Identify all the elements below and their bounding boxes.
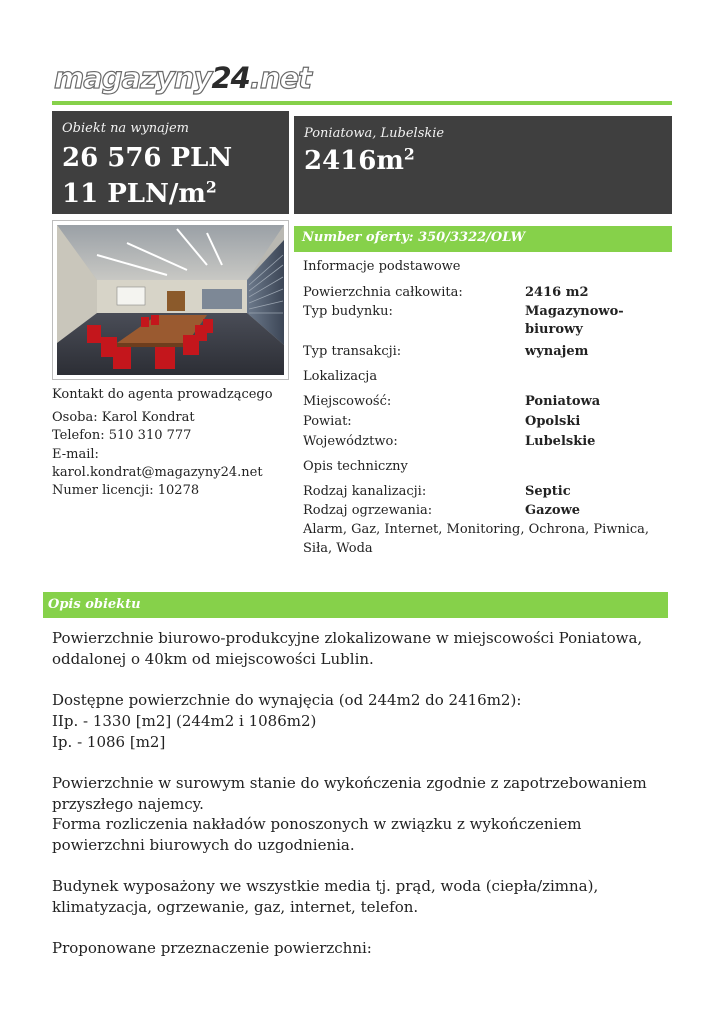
agent-contact — [52, 386, 292, 500]
offer-number-bar: Number oferty: 350/3322/OLW — [294, 226, 672, 252]
location-box — [294, 116, 672, 214]
description-paragraph: Dostępne powierzchnie do wynajęcia (od 244m2 do 2416m2): — [52, 691, 522, 710]
offer-type-label: Obiekt na wynajem — [62, 121, 189, 136]
description-heading-bar: Opis obiektu — [43, 592, 668, 618]
total-price: 26 576 PLN — [62, 143, 233, 173]
contact-person: Osoba: Karol Kondrat — [52, 410, 195, 426]
info-row: Typ budynku: Magazynowo-biurowy — [303, 304, 624, 337]
description-paragraph: Budynek wyposażony we wszystkie media tj. prąd, woda (ciepła/zimna), klimatyzacja, ogrzewanie, gaz, internet, telefon. — [52, 877, 599, 917]
description-paragraph: Proponowane przeznaczenie powierzchni: — [52, 939, 372, 958]
description-paragraph: Powierzchnie w surowym stanie do wykończenia zgodnie z zapotrzebowaniem przyszłego najemcy. — [52, 773, 647, 813]
contact-license: Numer licencji: 10278 — [52, 483, 200, 499]
info-row: Powiat: Opolski — [303, 414, 581, 429]
info-row: Województwo: Lubelskie — [303, 434, 596, 449]
info-row: Rodzaj ogrzewania: Gazowe — [303, 503, 581, 518]
contact-phone[interactable]: Telefon: 510 310 777 — [52, 428, 192, 444]
property-photo-frame — [52, 220, 289, 380]
description-paragraph: Ip. - 1086 [m2] — [52, 732, 166, 751]
area-value: $2416m^2$ — [304, 144, 415, 176]
basic-info-heading: Informacje podstawowe — [303, 259, 461, 274]
features-list: Alarm, Gaz, Internet, Monitoring, Ochrona, Piwnica, Siła, Woda — [303, 522, 650, 556]
location-label: Poniatowa, Lubelskie — [304, 126, 445, 141]
header-divider — [52, 101, 672, 105]
info-row: Typ transakcji: wynajem — [303, 344, 589, 359]
conference-room-photo — [57, 225, 284, 375]
property-info — [303, 258, 672, 558]
price-per-m2: 11 PLN/$m^2$ — [62, 177, 217, 209]
contact-email-label: E-mail: — [52, 446, 99, 462]
description-paragraph: Powierzchnie biurowo-produkcyjne zlokalizowane w miejscowości Poniatowa, oddalonej o 40km od miejscowości Lublin. — [52, 629, 643, 668]
info-row: Powierzchnia całkowita: 2416 m2 — [303, 285, 589, 300]
description-body — [52, 628, 672, 959]
price-box — [52, 111, 289, 214]
technical-heading: Opis techniczny — [303, 459, 408, 474]
info-row: Rodzaj kanalizacji: Septic — [303, 484, 571, 499]
location-heading: Lokalizacja — [303, 369, 378, 384]
description-paragraph: IIp. - 1330 [m2] (244m2 i 1086m2) — [52, 711, 317, 730]
description-paragraph: Forma rozliczenia nakładów ponoszonych w związku z wykończeniem powierzchni biurowych do uzgodnienia. — [52, 815, 582, 854]
contact-heading: Kontakt do agenta prowadzącego — [52, 387, 273, 402]
contact-email[interactable]: karol.kondrat@magazyny24.net — [52, 464, 263, 480]
info-row: Miejscowość: Poniatowa — [303, 394, 601, 409]
logo-wordmark: magazyny24.net — [54, 61, 312, 95]
site-logo[interactable] — [54, 58, 312, 98]
